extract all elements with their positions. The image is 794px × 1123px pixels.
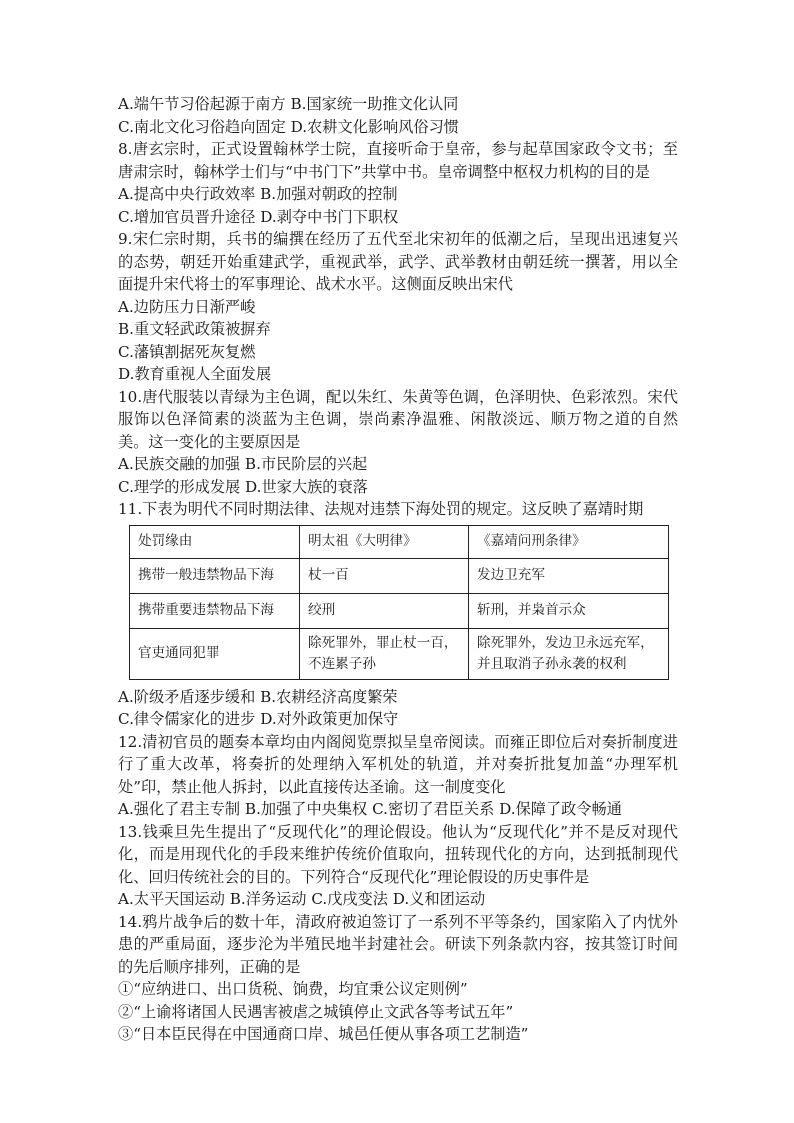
q9-option-c: C.藩镇割据死灰复燃	[118, 342, 256, 361]
table-row	[130, 558, 669, 593]
table-cell: 发边卫充军	[469, 558, 669, 593]
q11-options-cd: C.律令儒家化的进步 D.对外政策更加保守	[118, 710, 399, 728]
table-header-cell: 明太祖《大明律》	[300, 525, 469, 558]
q14-item-2: ②“上谕将诸国人民遇害被虐之城镇停止文武各等考试五年”	[118, 1002, 514, 1021]
q8-options-ab: A.提高中央行政效率 B.加强对朝政的控制	[118, 185, 398, 203]
q10-stem: 10.唐代服装以青绿为主色调，配以朱红、朱黄等色调，色泽明快、色彩浓烈。宋代服饰以色泽简素的淡蓝为主色调，崇尚素净温雅、闲散淡远、顺万物之道的自然美。这一变化的主要原因是	[118, 387, 678, 451]
table-header-row	[130, 525, 669, 558]
q7-options-cd: C.南北文化习俗趋向固定 D.农耕文化影响风俗习惯	[118, 117, 459, 136]
table-cell: 除死罪外，发边卫永远充军，并且取消子孙永袭的权利	[469, 628, 669, 679]
q7-options-ab: A.端午节习俗起源于南方 B.国家统一助推文化认同	[118, 95, 459, 113]
table-header-cell: 处罚缘由	[130, 525, 300, 558]
table-cell: 绞刑	[300, 593, 469, 628]
table-cell: 官吏通同犯罪	[130, 628, 300, 679]
table-header-cell: 《嘉靖问刑条律》	[469, 525, 669, 558]
table-cell: 携带重要违禁物品下海	[130, 593, 300, 628]
q10-options-ab: A.民族交融的加强 B.市民阶层的兴起	[118, 455, 368, 473]
table-cell: 除死罪外，罪止杖一百，不连累子孙	[300, 628, 469, 679]
q14-item-1: ①“应纳进口、出口货税、饷费，均宜秉公议定则例”	[118, 980, 468, 998]
q14-item-3: ③“日本臣民得在中国通商口岸、城邑任便从事各项工艺制造”	[118, 1025, 529, 1043]
q11-stem: 11.下表为明代不同时期法律、法规对违禁下海处罚的规定。这反映了嘉靖时期	[118, 500, 644, 518]
q11-options-ab: A.阶级矛盾逐步缓和 B.农耕经济高度繁荣	[118, 687, 398, 706]
table-cell: 杖一百	[300, 558, 469, 593]
q12-options: A.强化了君主专制 B.加强了中央集权 C.密切了君臣关系 D.保障了政令畅通	[118, 800, 622, 818]
q8-options-cd: C.增加官员晋升途径 D.剥夺中书门下职权	[118, 207, 399, 226]
q11-law-table	[129, 525, 669, 680]
q10-options-cd: C.理学的形成发展 D.世家大族的衰落	[118, 477, 368, 496]
q13-options: A.太平天国运动 B.洋务运动 C.戊戌变法 D.义和团运动	[118, 890, 486, 908]
q9-option-b: B.重文轻武政策被摒弃	[118, 320, 271, 338]
q13-stem: 13.钱乘旦先生提出了“反现代化”的理论假设。他认为“反现代化”并不是反对现代化，而是用现代化的手段来维护传统价值取向，扭转现代化的方向，达到抵制现代化、回归传统社会的目的。下列符合“反现代化”理论假设的历史事件是	[118, 822, 678, 886]
q9-option-a: A.边防压力日渐严峻	[118, 297, 256, 316]
table-row	[130, 593, 669, 628]
q9-option-d: D.教育重视人全面发展	[118, 365, 272, 383]
table-cell: 斩刑，并枭首示众	[469, 593, 669, 628]
q12-stem: 12.清初官员的题奏本章均由内阁阅览票拟呈皇帝阅读。而雍正即位后对奏折制度进行了重大改革，将奏折的处理纳入军机处的轨道，并对奏折批复加盖“办理军机处”印，禁止他人拆封，以此直接传达圣谕。这一制度变化	[118, 732, 678, 796]
q8-stem: 8.唐玄宗时，正式设置翰林学士院，直接听命于皇帝，参与起草国家政令文书；至唐肃宗时，翰林学士们与“中书门下”共掌中书。皇帝调整中枢权力机构的目的是	[118, 140, 678, 181]
q14-stem: 14.鸦片战争后的数十年，清政府被迫签订了一系列不平等条约，国家陷入了内忧外患的严重局面，逐步沦为半殖民地半封建社会。研读下列条款内容，按其签订时间的先后顺序排列，正确的是	[118, 912, 678, 976]
q9-stem: 9.宋仁宗时期，兵书的编撰在经历了五代至北宋初年的低潮之后，呈现出迅速复兴的态势，朝廷开始重建武学，重视武举，武学、武举教材由朝廷统一撰著，用以全面提升宋代将士的军事理论、战术水平。这侧面反映出宋代	[118, 230, 678, 293]
table-cell: 携带一般违禁物品下海	[130, 558, 300, 593]
table-row	[130, 628, 669, 679]
exam-page	[118, 93, 678, 1046]
